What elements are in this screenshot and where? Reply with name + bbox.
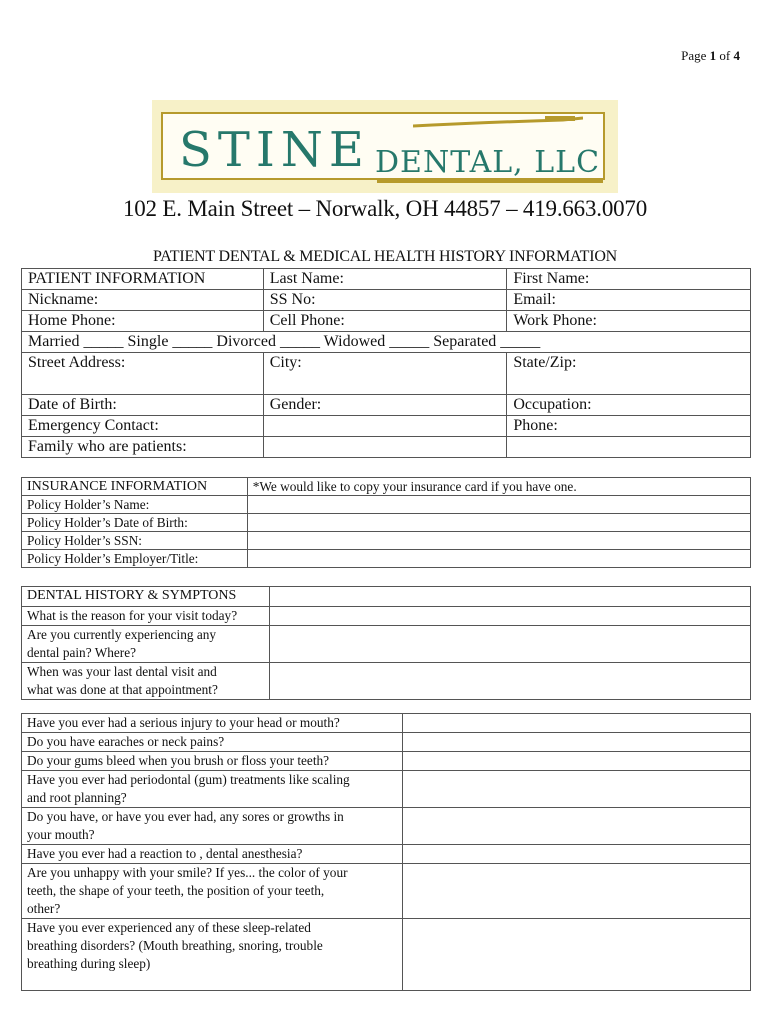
nickname-field[interactable]: Nickname: bbox=[22, 290, 264, 311]
policy-holder-dob-label: Policy Holder’s Date of Birth: bbox=[22, 514, 248, 532]
question-text: and root planning? bbox=[27, 790, 127, 805]
patient-section-header: PATIENT INFORMATION bbox=[22, 269, 264, 290]
marital-status-field[interactable]: Married _____ Single _____ Divorced _____ Widowed _____ Separated _____ bbox=[22, 332, 751, 353]
answer-cell[interactable] bbox=[402, 808, 750, 845]
emergency-phone-field[interactable]: Phone: bbox=[507, 416, 751, 437]
answer-cell[interactable] bbox=[402, 864, 750, 919]
question-text: Have you ever had a reaction to , dental anesthesia? bbox=[27, 846, 303, 861]
policy-holder-name-label: Policy Holder’s Name: bbox=[22, 496, 248, 514]
question-text: other? bbox=[27, 901, 61, 916]
page-total: 4 bbox=[733, 48, 740, 63]
policy-holder-employer-input[interactable] bbox=[247, 550, 750, 568]
logo-frame bbox=[161, 112, 605, 180]
toothbrush-icon bbox=[413, 116, 583, 128]
dental-pain-line-2: dental pain? Where? bbox=[27, 645, 137, 660]
question-text: Do you have earaches or neck pains? bbox=[27, 734, 225, 749]
question-text: Do you have, or have you ever had, any sores or growths in bbox=[27, 809, 344, 824]
state-zip-field[interactable]: State/Zip: bbox=[507, 353, 751, 395]
last-visit-line-2: what was done at that appointment? bbox=[27, 682, 218, 697]
cell-phone-field[interactable]: Cell Phone: bbox=[263, 311, 507, 332]
visit-reason-input[interactable] bbox=[269, 607, 750, 626]
answer-cell[interactable] bbox=[402, 845, 750, 864]
form-title: PATIENT DENTAL & MEDICAL HEALTH HISTORY INFORMATION bbox=[152, 248, 618, 265]
email-field[interactable]: Email: bbox=[507, 290, 751, 311]
question-text: your mouth? bbox=[27, 827, 95, 842]
insurance-card-note: *We would like to copy your insurance card if you have one. bbox=[247, 478, 750, 496]
dental-pain-label bbox=[22, 626, 270, 663]
question-text: Have you ever had a serious injury to your head or mouth? bbox=[27, 715, 340, 730]
last-visit-label bbox=[22, 663, 270, 700]
home-phone-field[interactable]: Home Phone: bbox=[22, 311, 264, 332]
answer-cell[interactable] bbox=[402, 919, 750, 991]
question-row bbox=[22, 771, 403, 808]
question-row bbox=[22, 808, 403, 845]
city-field[interactable]: City: bbox=[263, 353, 507, 395]
question-row bbox=[22, 752, 403, 771]
question-row bbox=[22, 845, 403, 864]
question-text: teeth, the shape of your teeth, the position of your teeth, bbox=[27, 883, 325, 898]
page-label: Page bbox=[681, 48, 707, 63]
patient-info-table bbox=[21, 268, 751, 458]
answer-cell[interactable] bbox=[402, 733, 750, 752]
dental-pain-line-1: Are you currently experiencing any bbox=[27, 627, 217, 642]
question-row bbox=[22, 714, 403, 733]
last-visit-input[interactable] bbox=[269, 663, 750, 700]
insurance-table bbox=[21, 477, 751, 568]
question-text: breathing disorders? (Mouth breathing, snoring, trouble bbox=[27, 938, 323, 953]
stine-dental-logo bbox=[152, 100, 618, 193]
gender-field[interactable]: Gender: bbox=[263, 395, 507, 416]
practice-address: 102 E. Main Street – Norwalk, OH 44857 – 419.663.0070 bbox=[122, 196, 648, 221]
visit-reason-label: What is the reason for your visit today? bbox=[22, 607, 270, 626]
work-phone-field[interactable]: Work Phone: bbox=[507, 311, 751, 332]
policy-holder-ssn-input[interactable] bbox=[247, 532, 750, 550]
ss-no-field[interactable]: SS No: bbox=[263, 290, 507, 311]
emergency-contact-value[interactable] bbox=[263, 416, 507, 437]
last-visit-line-1: When was your last dental visit and bbox=[27, 664, 217, 679]
street-address-field[interactable]: Street Address: bbox=[22, 353, 264, 395]
question-row bbox=[22, 733, 403, 752]
logo-name: STINE bbox=[179, 122, 370, 178]
dental-header-blank bbox=[269, 587, 750, 607]
page-current: 1 bbox=[709, 48, 717, 63]
question-text: breathing during sleep) bbox=[27, 956, 151, 971]
logo-suffix: DENTAL, LLC bbox=[375, 145, 601, 180]
policy-holder-employer-label: Policy Holder’s Employer/Title: bbox=[22, 550, 248, 568]
occupation-field[interactable]: Occupation: bbox=[507, 395, 751, 416]
insurance-section-header: INSURANCE INFORMATION bbox=[22, 478, 248, 496]
family-patients-extra[interactable] bbox=[507, 437, 751, 458]
question-text: Do your gums bleed when you brush or floss your teeth? bbox=[27, 753, 330, 768]
answer-cell[interactable] bbox=[402, 771, 750, 808]
page-number bbox=[640, 48, 740, 64]
dental-pain-input[interactable] bbox=[269, 626, 750, 663]
logo-underline bbox=[377, 180, 603, 183]
question-text: Are you unhappy with your smile? If yes... the color of your bbox=[27, 865, 348, 880]
family-patients-value[interactable] bbox=[263, 437, 507, 458]
question-row bbox=[22, 864, 403, 919]
question-row bbox=[22, 919, 403, 991]
policy-holder-dob-input[interactable] bbox=[247, 514, 750, 532]
answer-cell[interactable] bbox=[402, 752, 750, 771]
family-patients-field[interactable]: Family who are patients: bbox=[22, 437, 264, 458]
health-questions-table bbox=[21, 713, 751, 991]
page-of: of bbox=[719, 48, 731, 63]
date-of-birth-field[interactable]: Date of Birth: bbox=[22, 395, 264, 416]
dental-section-header: DENTAL HISTORY & SYMPTONS bbox=[22, 587, 270, 607]
emergency-contact-field[interactable]: Emergency Contact: bbox=[22, 416, 264, 437]
policy-holder-name-input[interactable] bbox=[247, 496, 750, 514]
question-text: Have you ever experienced any of these sleep-related bbox=[27, 920, 311, 935]
dental-history-table bbox=[21, 586, 751, 700]
question-text: Have you ever had periodontal (gum) treatments like scaling bbox=[27, 772, 350, 787]
policy-holder-ssn-label: Policy Holder’s SSN: bbox=[22, 532, 248, 550]
last-name-field[interactable]: Last Name: bbox=[263, 269, 507, 290]
answer-cell[interactable] bbox=[402, 714, 750, 733]
first-name-field[interactable]: First Name: bbox=[507, 269, 751, 290]
